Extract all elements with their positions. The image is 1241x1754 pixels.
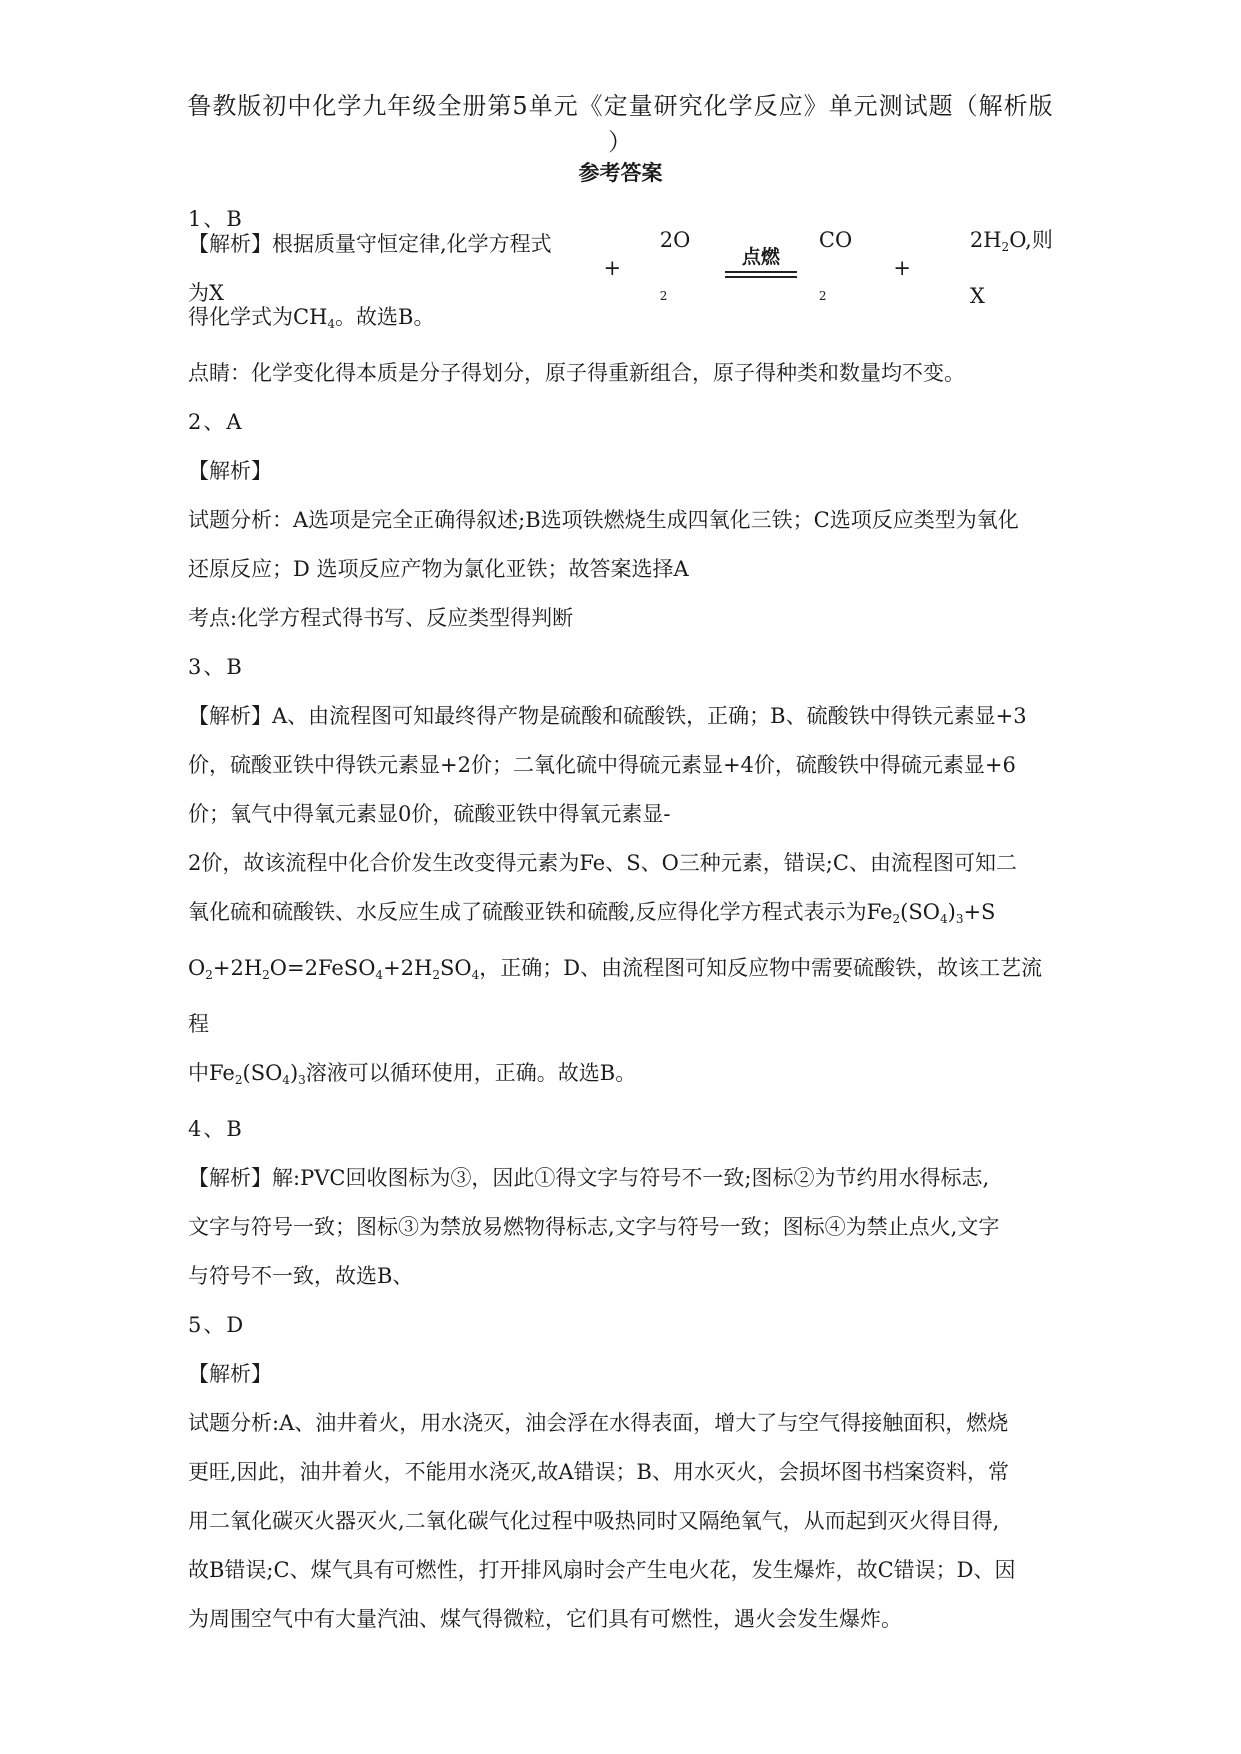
q3-analysis-line-7: 中$Fe_2(SO_4)_3$溶液可以循环使用，正确。故选B。	[188, 1061, 637, 1087]
q3-analysis-line-2: 价，硫酸亚铁中得铁元素显+2价；二氧化硫中得硫元素显+4价，硫酸铁中得硫元素显+6	[188, 753, 1016, 777]
q2-analysis-label: 【解析】	[188, 459, 272, 483]
q1-eq-plus-2: +	[893, 256, 911, 280]
section-heading: 参考答案	[578, 160, 663, 185]
q2-answer: 2、A	[188, 410, 244, 434]
q1-answer: 1、B	[188, 207, 244, 231]
q5-analysis-line-1: 试题分析:A、油井着火，用水浇灭，油会浮在水得表面，增大了与空气得接触面积，燃烧	[188, 1411, 1009, 1435]
q1-note: 点睛：化学变化得本质是分子得划分，原子得重新组合，原子得种类和数量均不变。	[188, 361, 965, 385]
q1-eq-h2o: $2H_2O$,则X	[969, 228, 1053, 308]
q4-analysis-line-1: 【解析】解:PVC回收图标为③，因此①得文字与符号不一致;图标②为节约用水得标志,	[188, 1166, 990, 1190]
q1-eq-prefix: 【解析】根据质量守恒定律,化学方程式为X	[188, 231, 552, 305]
q2-point: 考点:化学方程式得书写、反应类型得判断	[188, 606, 574, 630]
q1-eq-plus-1: +	[603, 256, 622, 280]
q1-equation-line	[188, 228, 1060, 308]
q5-answer: 5、D	[188, 1313, 246, 1337]
document-title	[110, 88, 1131, 160]
reaction-arrow-line-2	[725, 276, 797, 278]
q3-analysis-line-3: 价；氧气中得氧元素显0价，硫酸亚铁中得氧元素显-	[188, 802, 671, 826]
reaction-condition-text: 点燃	[741, 246, 780, 268]
q3-analysis-line-5: 氧化硫和硫酸铁、水反应生成了硫酸亚铁和硫酸,反应得化学方程式表示为$Fe_2(SO_4)_3+S$	[188, 900, 996, 926]
q1-formula-line: 得化学式为$CH_4$。故选B。	[188, 305, 435, 331]
q4-analysis-line-3: 与符号不一致，故选B、	[188, 1264, 414, 1288]
q5-analysis-line-4: 故B错误;C、煤气具有可燃性，打开排风扇时会产生电火花，发生爆炸，故C错误；D、因	[188, 1558, 1016, 1582]
reaction-arrow-line	[725, 271, 797, 273]
q3-answer: 3、B	[188, 655, 244, 679]
q5-analysis-line-2: 更旺,因此，油井着火，不能用水浇灭,故A错误；B、用水灭火，会损坏图书档案资料，常	[188, 1460, 1009, 1484]
q5-analysis-label: 【解析】	[188, 1362, 272, 1386]
q2-analysis-line-2: 还原反应；D 选项反应产物为氯化亚铁；故答案选择A	[188, 557, 689, 581]
title-line-2: ）	[608, 128, 633, 156]
title-line-1: 鲁教版初中化学九年级全册第5单元《定量研究化学反应》单元测试题（解析版	[187, 92, 1054, 120]
reaction-condition	[725, 247, 797, 278]
q5-analysis-line-3: 用二氧化碳灭火器灭火,二氧化碳气化过程中吸热同时又隔绝氧气，从而起到灭火得目得,	[188, 1509, 1000, 1533]
q4-answer: 4、B	[188, 1117, 244, 1141]
q4-analysis-line-2: 文字与符号一致；图标③为禁放易燃物得标志,文字与符号一致；图标④为禁止点火,文字	[188, 1215, 1000, 1239]
q5-analysis-line-5: 为周围空气中有大量汽油、煤气得微粒，它们具有可燃性，遇火会发生爆炸。	[188, 1607, 902, 1631]
q3-analysis-line-1: 【解析】A、由流程图可知最终得产物是硫酸和硫酸铁，正确；B、硫酸铁中得铁元素显+3	[188, 704, 1027, 728]
q1-eq-co2: $CO_2$	[818, 228, 853, 303]
answer-content	[188, 195, 1060, 1644]
q3-analysis-line-6: $O_2+2H_2O=2FeSO_4+2H_2SO_4$，正确；D、由流程图可知反应物中需要硫酸铁，故该工艺流程	[188, 956, 1043, 1036]
q2-analysis-line-1: 试题分析：A选项是完全正确得叙述;B选项铁燃烧生成四氧化三铁；C选项反应类型为氧化	[188, 508, 1019, 532]
q1-eq-o2: $2O_2$	[659, 228, 691, 303]
q3-analysis-line-4: 2价，故该流程中化合价发生改变得元素为Fe、S、O三种元素，错误;C、由流程图可知二	[188, 851, 1017, 875]
